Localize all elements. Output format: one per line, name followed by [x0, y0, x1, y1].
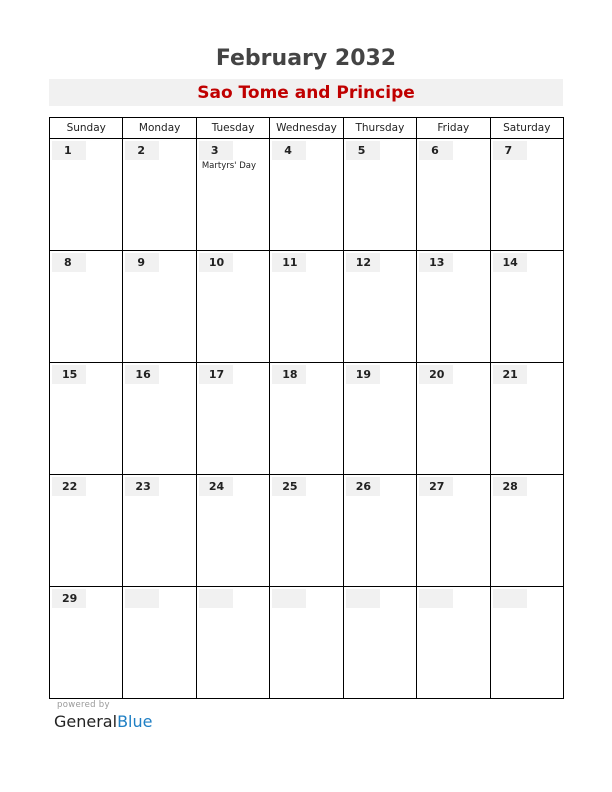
day-number: 26: [346, 477, 380, 496]
powered-by-text: powered by: [57, 700, 110, 710]
day-number: 19: [346, 365, 380, 384]
day-cell: [417, 251, 490, 363]
day-number: 28: [493, 477, 527, 496]
day-cell: [196, 475, 269, 587]
day-cell: [490, 475, 563, 587]
day-cell: [417, 363, 490, 475]
day-number: 15: [52, 365, 86, 384]
day-cell: [123, 139, 196, 251]
day-cell-empty: [270, 587, 343, 699]
day-number: 22: [52, 477, 86, 496]
brand-name-part1: General: [54, 712, 118, 731]
day-cell: [196, 139, 269, 251]
day-cell: [270, 363, 343, 475]
day-number: 3: [199, 141, 233, 160]
week-row: [50, 587, 564, 699]
day-number: 20: [419, 365, 453, 384]
day-cell: [123, 363, 196, 475]
day-number: 8: [52, 253, 86, 272]
weekday-header: Tuesday: [196, 118, 269, 139]
day-cell: [270, 475, 343, 587]
day-number: 14: [493, 253, 527, 272]
day-number: 24: [199, 477, 233, 496]
day-number: 23: [125, 477, 159, 496]
day-cell: [50, 139, 123, 251]
empty-day-box: [346, 589, 380, 608]
day-cell-empty: [123, 587, 196, 699]
day-cell: [343, 475, 416, 587]
holiday-label: Martyrs' Day: [201, 161, 256, 171]
day-cell-empty: [490, 587, 563, 699]
day-cell: [417, 475, 490, 587]
brand-logo[interactable]: [54, 712, 152, 731]
day-cell: [50, 363, 123, 475]
day-number: 5: [346, 141, 380, 160]
page-title: February 2032: [215, 46, 397, 71]
day-cell: [50, 587, 123, 699]
day-number: 29: [52, 589, 86, 608]
day-cell: [490, 139, 563, 251]
empty-day-box: [272, 589, 306, 608]
day-number: 21: [493, 365, 527, 384]
day-cell: [50, 251, 123, 363]
week-row: [50, 475, 564, 587]
day-number: 17: [199, 365, 233, 384]
day-cell: [343, 139, 416, 251]
empty-day-box: [125, 589, 159, 608]
week-row: [50, 139, 564, 251]
day-cell-empty: [196, 587, 269, 699]
day-number: 16: [125, 365, 159, 384]
weekday-header: Wednesday: [270, 118, 343, 139]
day-number: 6: [419, 141, 453, 160]
day-cell: [343, 363, 416, 475]
day-cell: [270, 139, 343, 251]
calendar-grid: [49, 117, 564, 699]
day-number: 9: [125, 253, 159, 272]
day-cell: [490, 251, 563, 363]
day-number: 11: [272, 253, 306, 272]
day-cell: [50, 475, 123, 587]
weekday-header: Friday: [417, 118, 490, 139]
country-banner: [49, 79, 563, 106]
weekday-header-row: [50, 118, 564, 139]
brand-name-part2: Blue: [117, 712, 153, 731]
week-row: [50, 363, 564, 475]
day-number: 7: [493, 141, 527, 160]
day-number: 25: [272, 477, 306, 496]
day-cell: [123, 475, 196, 587]
day-number: 1: [52, 141, 86, 160]
day-cell: [123, 251, 196, 363]
week-row: [50, 251, 564, 363]
weekday-header: Monday: [123, 118, 196, 139]
day-cell-empty: [417, 587, 490, 699]
weekday-header: Saturday: [490, 118, 563, 139]
day-number: 18: [272, 365, 306, 384]
day-cell-empty: [343, 587, 416, 699]
day-cell: [196, 363, 269, 475]
day-cell: [270, 251, 343, 363]
weekday-header: Thursday: [343, 118, 416, 139]
day-number: 10: [199, 253, 233, 272]
day-number: 27: [419, 477, 453, 496]
day-cell: [417, 139, 490, 251]
empty-day-box: [199, 589, 233, 608]
empty-day-box: [493, 589, 527, 608]
day-cell: [343, 251, 416, 363]
day-number: 2: [125, 141, 159, 160]
day-number: 13: [419, 253, 453, 272]
day-number: 12: [346, 253, 380, 272]
empty-day-box: [419, 589, 453, 608]
country-name: Sao Tome and Principe: [197, 82, 415, 103]
weekday-header: Sunday: [50, 118, 123, 139]
day-number: 4: [272, 141, 306, 160]
day-cell: [490, 363, 563, 475]
day-cell: [196, 251, 269, 363]
